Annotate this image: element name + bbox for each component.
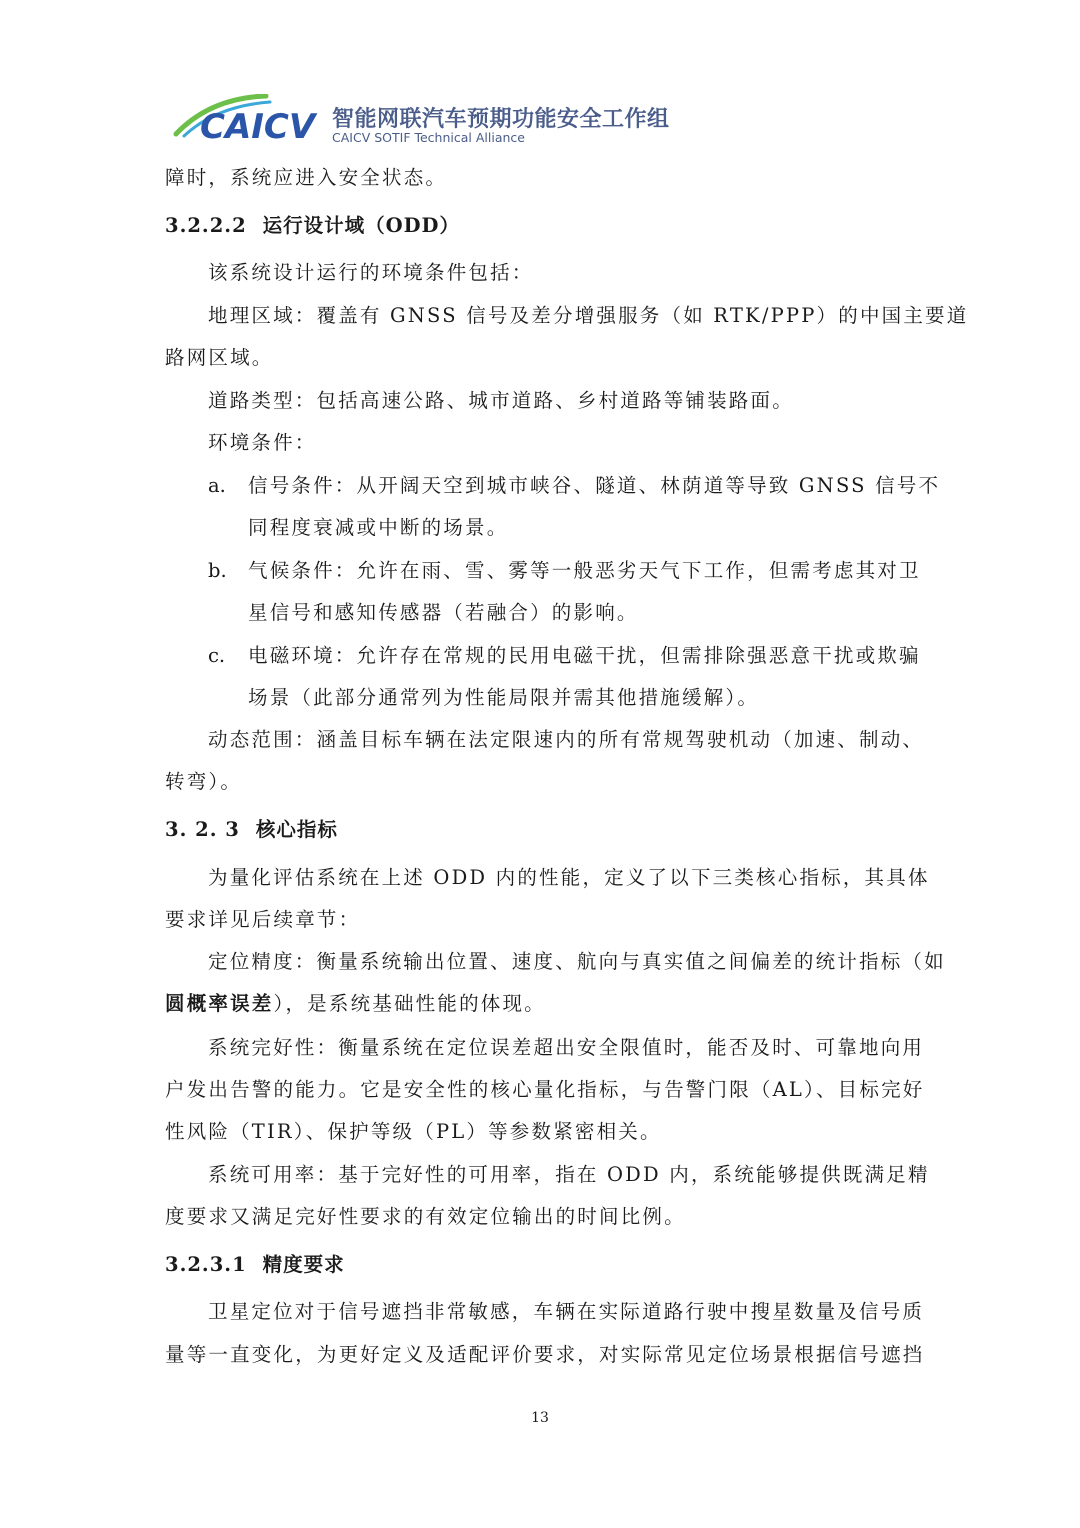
- heading-number: 3.2.2.2: [165, 214, 247, 237]
- paragraph-line: 为量化评估系统在上述 ODD 内的性能，定义了以下三类核心指标，其具体: [208, 866, 930, 889]
- heading-number: 3. 2. 3: [165, 818, 240, 841]
- heading-title: 核心指标: [255, 818, 338, 841]
- list-marker: c.: [208, 644, 226, 667]
- paragraph-line: [165, 990, 917, 1018]
- paragraph-line: 路网区域。: [165, 346, 274, 369]
- paragraph-line: 系统可用率：基于完好性的可用率，指在 ODD 内，系统能够提供既满足精: [208, 1163, 930, 1186]
- section-heading-3-2-3-1: [165, 1251, 917, 1279]
- paragraph-continuation: 障时，系统应进入安全状态。: [165, 166, 448, 189]
- list-item-line: 星信号和感知传感器（若融合）的影响。: [248, 601, 639, 624]
- logo-wordmark: CAICV: [200, 107, 316, 144]
- heading-title: 精度要求: [262, 1253, 345, 1276]
- paragraph-line: 性风险（TIR）、保护等级（PL）等参数紧密相关。: [165, 1120, 662, 1143]
- heading-number: 3.2.3.1: [165, 1253, 247, 1276]
- list-item-line: 场景（此部分通常列为性能局限并需其他措施缓解）。: [248, 686, 760, 709]
- paragraph-line: 转弯）。: [165, 770, 243, 793]
- caicv-logo-mark: [170, 94, 330, 144]
- paragraph-line: 要求详见后续章节：: [165, 908, 361, 931]
- list-marker: b.: [208, 559, 227, 582]
- paragraph-line: 系统完好性：衡量系统在定位误差超出安全限值时，能否及时、可靠地向用: [208, 1036, 925, 1059]
- paragraph-line: 环境条件：: [208, 431, 317, 454]
- paragraph-line: 定位精度：衡量系统输出位置、速度、航向与真实值之间偏差的统计指标（如: [208, 950, 946, 973]
- paragraph-line: 度要求又满足完好性要求的有效定位输出的时间比例。: [165, 1205, 686, 1228]
- list-item-line: 电磁环境：允许存在常规的民用电磁干扰，但需排除强恶意干扰或欺骗: [248, 644, 921, 667]
- paragraph-line: 卫星定位对于信号遮挡非常敏感，车辆在实际道路行驶中搜星数量及信号质: [208, 1300, 925, 1323]
- org-name-en: CAICV SOTIF Technical Alliance: [332, 130, 525, 145]
- section-heading-3-2-3: [165, 816, 917, 844]
- paragraph-line: 该系统设计运行的环境条件包括：: [208, 261, 534, 284]
- list-item-line: 信号条件：从开阔天空到城市峡谷、隧道、林荫道等导致 GNSS 信号不: [248, 474, 941, 497]
- list-item-line: 同程度衰减或中断的场景。: [248, 516, 509, 539]
- paragraph-line: 户发出告警的能力。它是安全性的核心量化指标，与告警门限（AL）、目标完好: [165, 1078, 925, 1101]
- list-marker: a.: [208, 474, 226, 497]
- section-heading-3-2-2-2: [165, 212, 917, 240]
- bold-term: 圆概率误差: [165, 992, 274, 1015]
- list-item-line: 气候条件：允许在雨、雪、雾等一般恶劣天气下工作，但需考虑其对卫: [248, 559, 921, 582]
- paragraph-line: 道路类型：包括高速公路、城市道路、乡村道路等铺装路面。: [208, 389, 794, 412]
- text-run: ），是系统基础性能的体现。: [273, 992, 546, 1015]
- caicv-logo: [170, 94, 670, 152]
- paragraph-line: 动态范围：涵盖目标车辆在法定限速内的所有常规驾驶机动（加速、制动、: [208, 728, 925, 751]
- paragraph-line: 地理区域：覆盖有 GNSS 信号及差分增强服务（如 RTK/PPP）的中国主要道: [208, 304, 969, 327]
- heading-title: 运行设计域（ODD）: [262, 214, 460, 237]
- paragraph-line: 量等一直变化，为更好定义及适配评价要求，对实际常见定位场景根据信号遮挡: [165, 1343, 925, 1366]
- org-name-cn: 智能网联汽车预期功能安全工作组: [332, 107, 670, 132]
- page-number: 13: [531, 1410, 549, 1426]
